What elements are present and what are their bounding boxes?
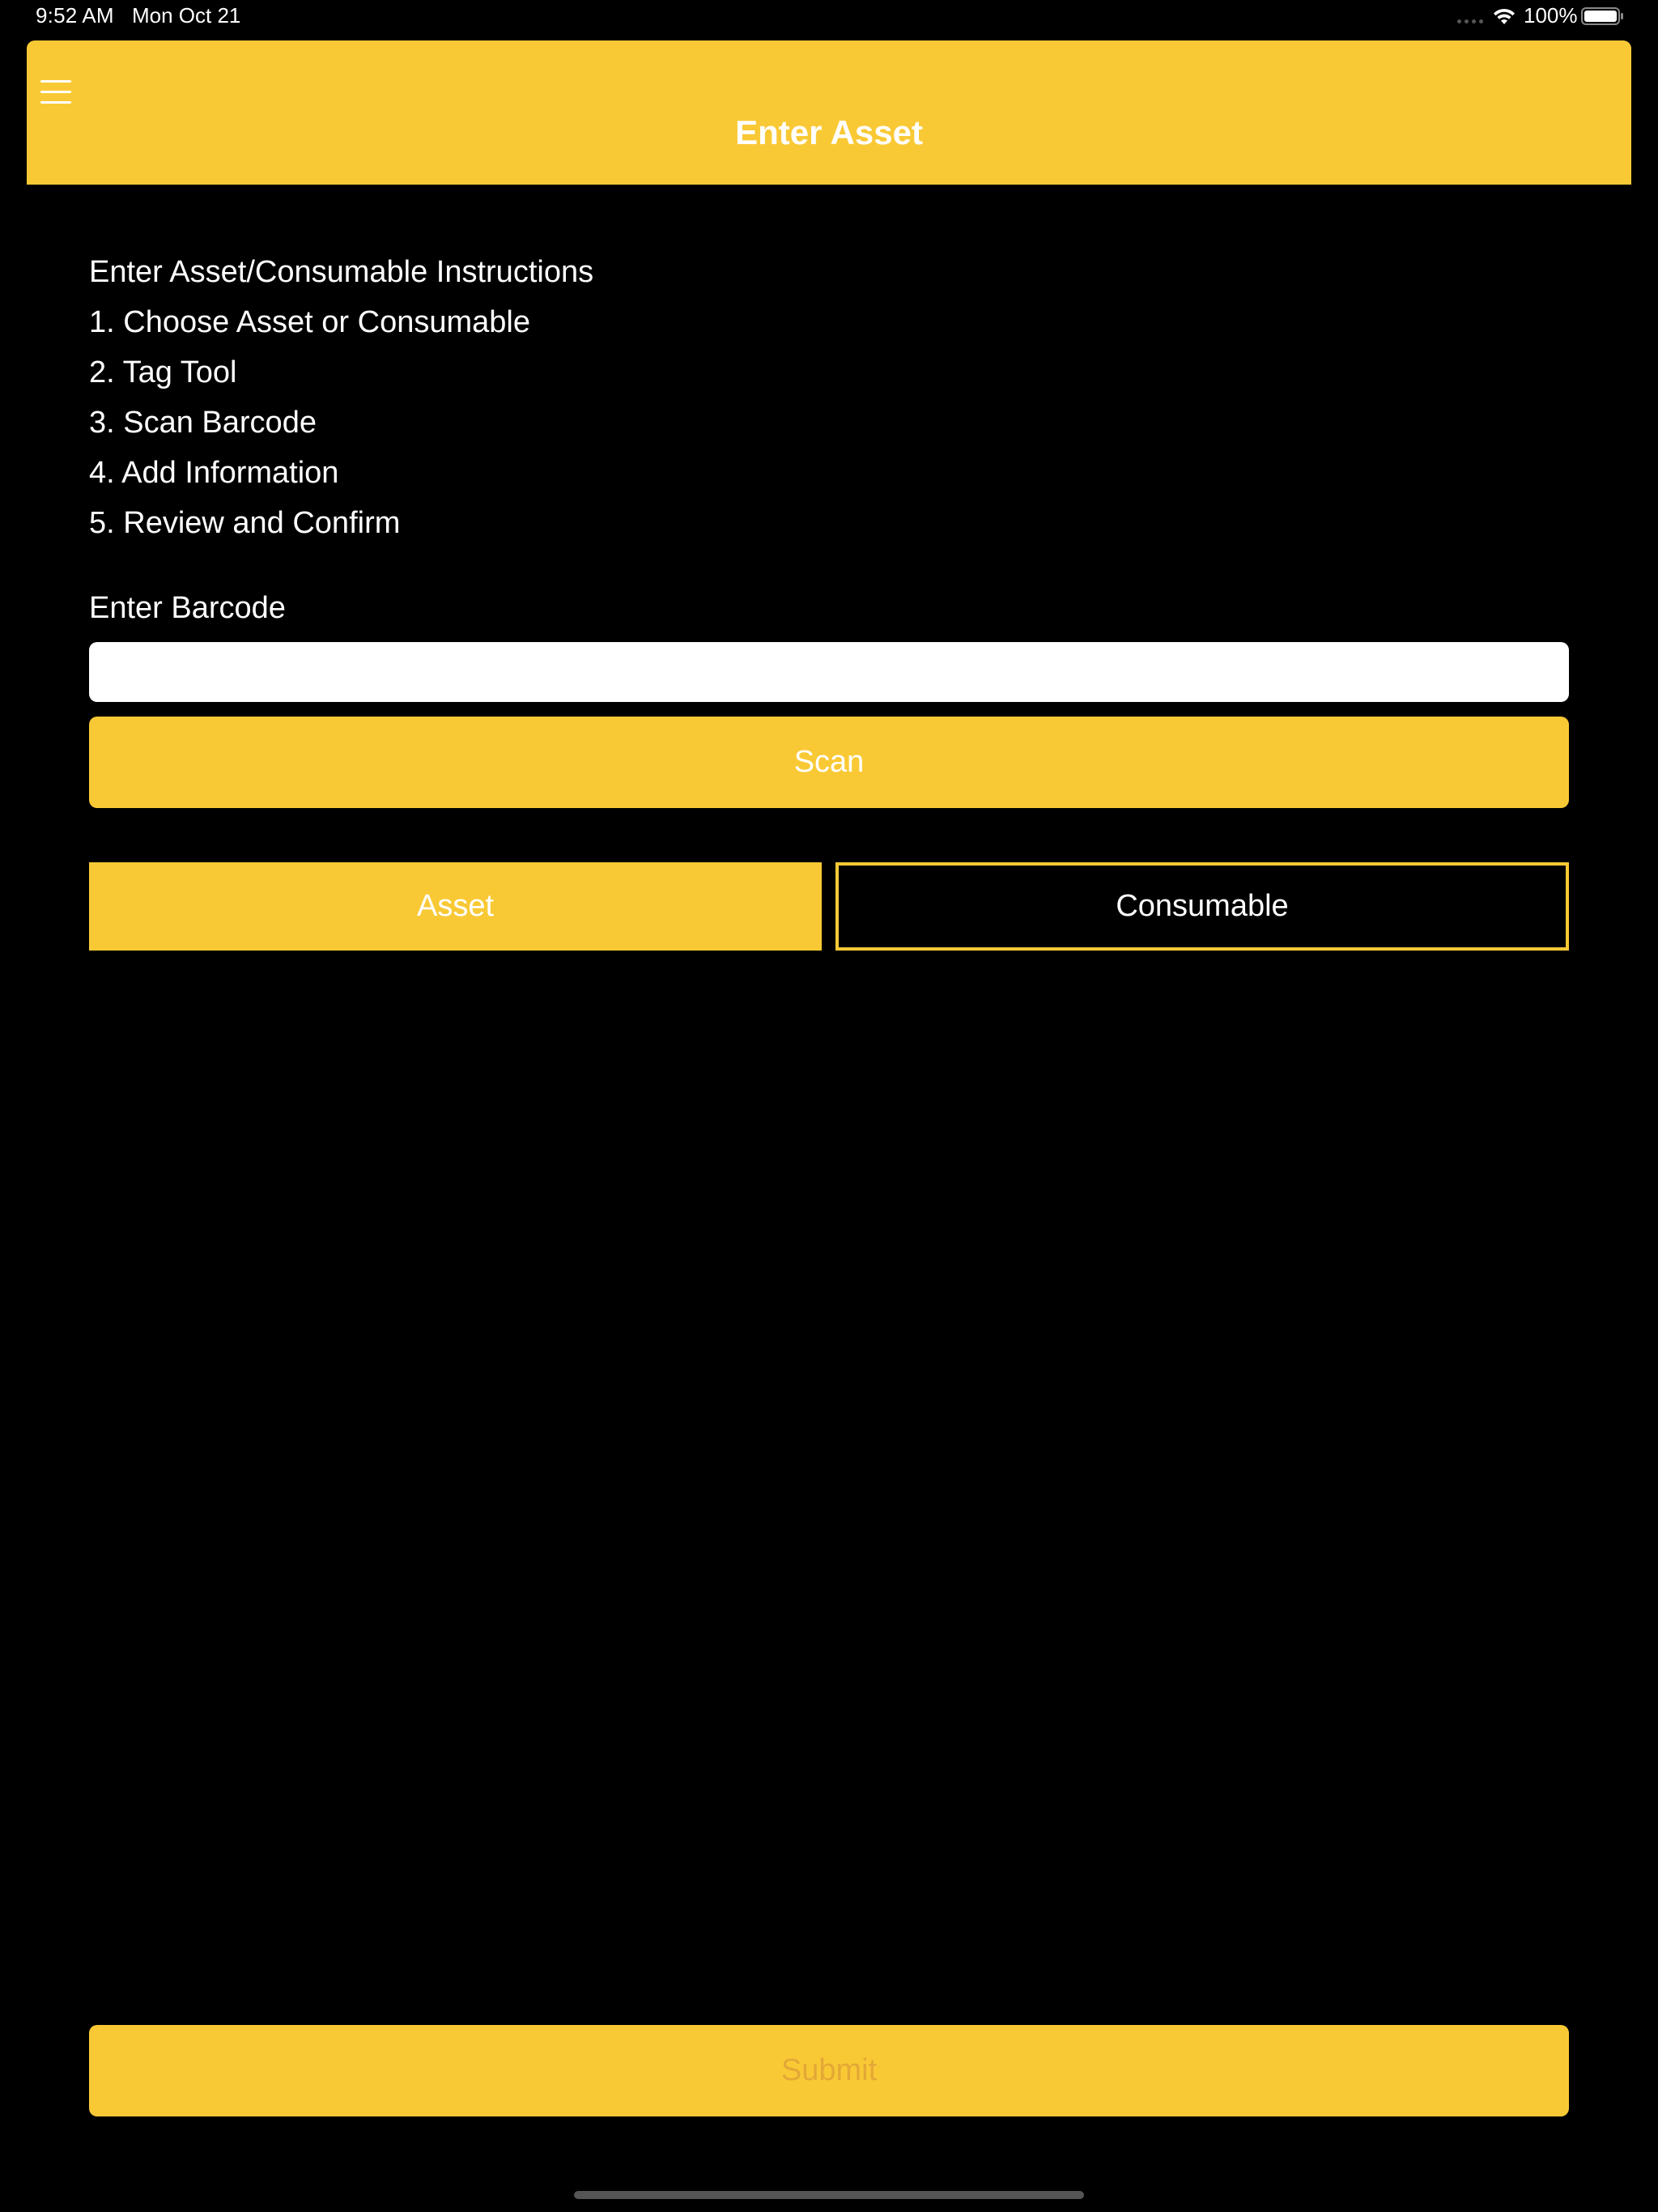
cellular-signal-icon [1457,19,1485,24]
consumable-toggle-button[interactable]: Consumable [835,862,1569,951]
wifi-icon [1491,6,1517,26]
navigation-bar [27,40,1631,185]
instruction-step: 2. Tag Tool [89,355,237,389]
battery-percent: 100% [1524,3,1578,28]
instruction-step: 1. Choose Asset or Consumable [89,305,530,339]
status-bar [0,0,1658,34]
asset-toggle-button[interactable]: Asset [89,862,822,951]
home-indicator [574,2191,1084,2199]
status-date: Mon Oct 21 [132,3,241,28]
instruction-step: 5. Review and Confirm [89,506,401,540]
instructions-heading: Enter Asset/Consumable Instructions [89,255,594,289]
instruction-step: 3. Scan Barcode [89,406,317,440]
battery-icon [1581,6,1625,26]
instruction-step: 4. Add Information [89,456,339,490]
status-time: 9:52 AM [36,3,114,28]
instructions-block [89,247,1222,548]
barcode-label: Enter Barcode [89,591,286,625]
page-title: Enter Asset [735,113,923,151]
barcode-input[interactable] [89,642,1569,702]
hamburger-menu-icon[interactable] [40,77,74,108]
scan-button[interactable]: Scan [89,717,1569,808]
submit-button[interactable]: Submit [89,2025,1569,2116]
